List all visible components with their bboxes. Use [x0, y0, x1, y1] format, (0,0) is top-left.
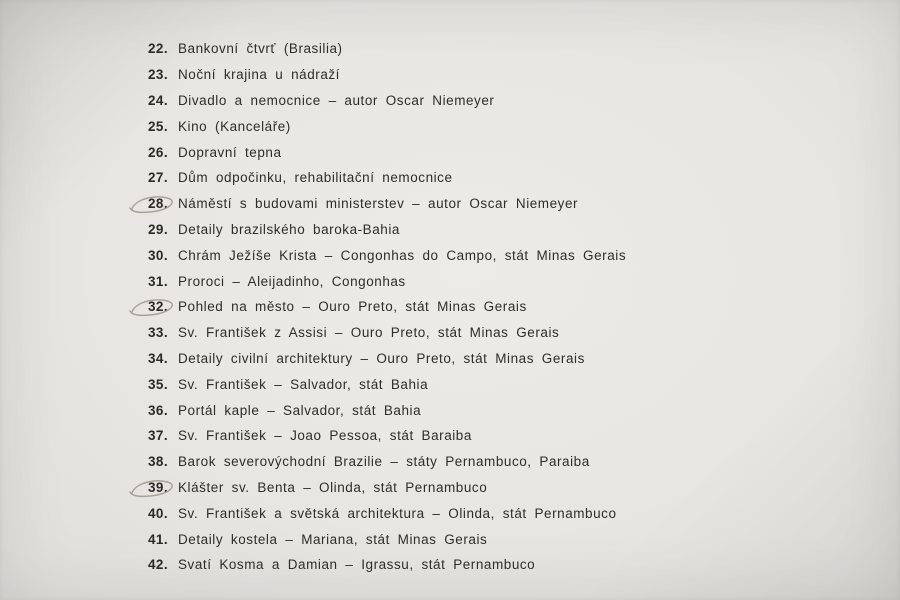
- list-item: [148, 346, 848, 372]
- item-title: Svatí Kosma a Damian – Igrassu, stát Pernambuco: [178, 557, 536, 573]
- item-number: 27.: [148, 170, 168, 186]
- item-title: Portál kaple – Salvador, stát Bahia: [178, 402, 422, 418]
- item-title: Chrám Ježíše Krista – Congonhas do Campo, stát Minas Gerais: [178, 247, 627, 263]
- item-title: Noční krajina u nádraží: [178, 67, 340, 83]
- item-number: 34.: [148, 350, 168, 366]
- list-item: [148, 88, 848, 114]
- list-item: [148, 268, 848, 294]
- list-item: [148, 475, 848, 501]
- item-title: Pohled na město – Ouro Preto, stát Minas Gerais: [178, 299, 527, 315]
- item-title: Proroci – Aleijadinho, Congonhas: [178, 273, 406, 289]
- list-item: [148, 62, 848, 88]
- item-title: Náměstí s budovami ministerstev – autor Oscar Niemeyer: [178, 196, 579, 212]
- item-number: 26.: [148, 144, 168, 160]
- list-item: [148, 371, 848, 397]
- list-item: [148, 526, 848, 552]
- item-number: 37.: [148, 428, 168, 444]
- item-number: 23.: [148, 67, 168, 83]
- item-title: Detaily civilní architektury – Ouro Preto, stát Minas Gerais: [178, 350, 585, 366]
- list-item: [148, 217, 848, 243]
- item-title: Bankovní čtvrť (Brasilia): [178, 41, 343, 57]
- item-number: 32.: [148, 299, 168, 315]
- list-item: [148, 113, 848, 139]
- item-title: Sv. František z Assisi – Ouro Preto, stát Minas Gerais: [178, 325, 560, 341]
- item-title: Klášter sv. Benta – Olinda, stát Pernambuco: [178, 479, 488, 495]
- list-item: [148, 449, 848, 475]
- item-number: 29.: [148, 221, 168, 237]
- item-title: Sv. František a světská architektura – Olinda, stát Pernambuco: [178, 505, 617, 521]
- list-item: [148, 139, 848, 165]
- item-number: 22.: [148, 41, 168, 57]
- slide-list: [148, 36, 848, 578]
- list-item: [148, 191, 848, 217]
- item-title: Detaily kostela – Mariana, stát Minas Gerais: [178, 531, 488, 547]
- item-number: 35.: [148, 376, 168, 392]
- item-title: Detaily brazilského baroka-Bahia: [178, 221, 400, 237]
- list-item: [148, 294, 848, 320]
- list-item: [148, 165, 848, 191]
- list-item: [148, 552, 848, 578]
- list-item: [148, 320, 848, 346]
- item-title: Sv. František – Salvador, stát Bahia: [178, 376, 429, 392]
- item-title: Sv. František – Joao Pessoa, stát Baraiba: [178, 428, 472, 444]
- item-title: Divadlo a nemocnice – autor Oscar Niemeyer: [178, 92, 495, 108]
- list-item: [148, 423, 848, 449]
- item-number: 39.: [148, 479, 168, 495]
- item-number: 38.: [148, 454, 168, 470]
- item-title: Dopravní tepna: [178, 144, 282, 160]
- item-number: 40.: [148, 505, 168, 521]
- list-item: [148, 242, 848, 268]
- item-number: 36.: [148, 402, 168, 418]
- item-number: 42.: [148, 557, 168, 573]
- list-item: [148, 36, 848, 62]
- list-item: [148, 397, 848, 423]
- item-title: Kino (Kanceláře): [178, 118, 291, 134]
- item-number: 24.: [148, 92, 168, 108]
- item-number: 30.: [148, 247, 168, 263]
- item-number: 33.: [148, 325, 168, 341]
- item-number: 28.: [148, 196, 168, 212]
- item-number: 31.: [148, 273, 168, 289]
- item-title: Barok severovýchodní Brazilie – státy Pernambuco, Paraiba: [178, 454, 590, 470]
- item-number: 25.: [148, 118, 168, 134]
- item-number: 41.: [148, 531, 168, 547]
- list-item: [148, 500, 848, 526]
- item-title: Dům odpočinku, rehabilitační nemocnice: [178, 170, 453, 186]
